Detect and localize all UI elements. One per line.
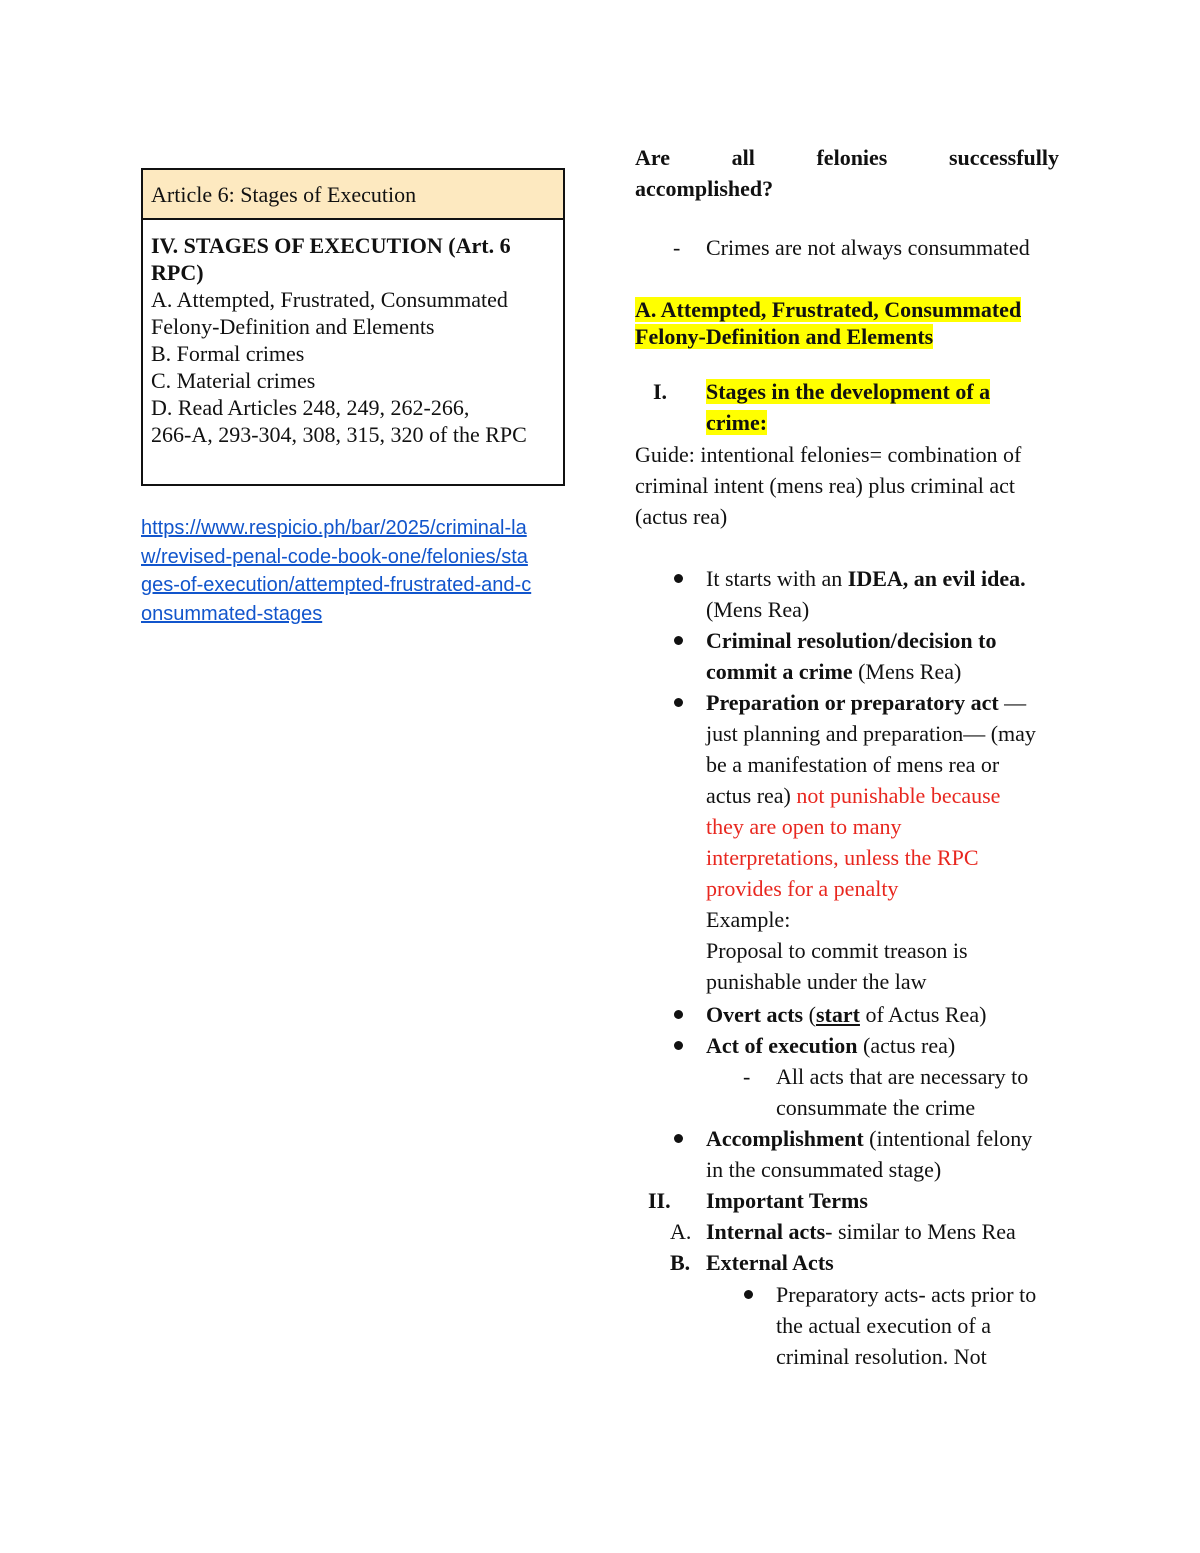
bullet-overt-acts: Overt acts (start of Actus Rea) [706, 1002, 987, 1027]
bullet-preparation: Preparation or preparatory act — just planning and preparation— (may be a manifestation of mens rea or actus rea) not punishable because they are open to many interpretations, unless the RPC provides for a penalty Example: Proposal to commit treason is punishable under the law [706, 690, 1036, 994]
bullet-icon [674, 1134, 683, 1143]
term-b-marker: B. [670, 1250, 691, 1275]
outline-box [141, 168, 565, 486]
box-item-d1: D. Read Articles 248, 249, 262-266, [151, 395, 470, 420]
question-line-1: Are all felonies successfully [635, 145, 1059, 170]
bullet-icon [674, 1041, 683, 1050]
bullet-icon [744, 1290, 753, 1299]
roman-1-heading: Stages in the development of a crime: [706, 379, 991, 435]
term-a: Internal acts- similar to Mens Rea [706, 1219, 1016, 1244]
box-title: IV. STAGES OF EXECUTION (Art. 6 RPC) [151, 233, 511, 285]
term-b: External Acts [706, 1250, 834, 1275]
box-header-text: Article 6: Stages of Execution [151, 182, 417, 207]
reference-link[interactable]: https://www.respicio.ph/bar/2025/criminal-la w/revised-penal-code-book-one/felonies/sta ges-of-execution/attempted-frustrated-and-c onsummated-stages [141, 517, 532, 625]
bullet-resolution: Criminal resolution/decision to commit a crime (Mens Rea) [706, 628, 997, 684]
box-item-a2: Felony-Definition and Elements [151, 314, 435, 339]
bullet-icon [674, 636, 683, 645]
term-a-marker: A. [670, 1219, 692, 1244]
guide-text: Guide: intentional felonies= combination of criminal intent (mens rea) plus criminal act (actus rea) [635, 442, 1022, 529]
bullet-accomplishment: Accomplishment (intentional felony in the consummated stage) [706, 1126, 1033, 1182]
box-item-a1: A. Attempted, Frustrated, Consummated [151, 287, 508, 312]
bullet-act-of-execution: Act of execution (actus rea) [706, 1033, 956, 1058]
outline-box-body [143, 220, 563, 448]
section-a-heading: A. Attempted, Frustrated, Consummated Felony-Definition and Elements [635, 297, 1022, 349]
bullet-idea: It starts with an IDEA, an evil idea. (Mens Rea) [706, 566, 1026, 622]
box-item-d2: 266-A, 293-304, 308, 315, 320 of the RPC [151, 422, 527, 447]
bullet-icon [674, 574, 683, 583]
question-line-2: accomplished? [635, 176, 774, 201]
dash-text: Crimes are not always consummated [706, 235, 1030, 260]
bullet-icon [674, 698, 683, 707]
roman-numeral-1: I. [653, 379, 668, 404]
roman-numeral-2: II. [648, 1188, 671, 1213]
outline-box-header [143, 170, 563, 220]
roman-2-heading: Important Terms [706, 1188, 868, 1213]
box-item-b: B. Formal crimes [151, 341, 305, 366]
sub-dash-text: All acts that are necessary to consummate the crime [776, 1064, 1029, 1120]
dash-marker: - [673, 235, 681, 260]
sub-dash-marker: - [743, 1064, 751, 1089]
term-b-sub: Preparatory acts- acts prior to the actual execution of a criminal resolution. Not [776, 1282, 1037, 1369]
bullet-icon [674, 1010, 683, 1019]
box-item-c: C. Material crimes [151, 368, 316, 393]
